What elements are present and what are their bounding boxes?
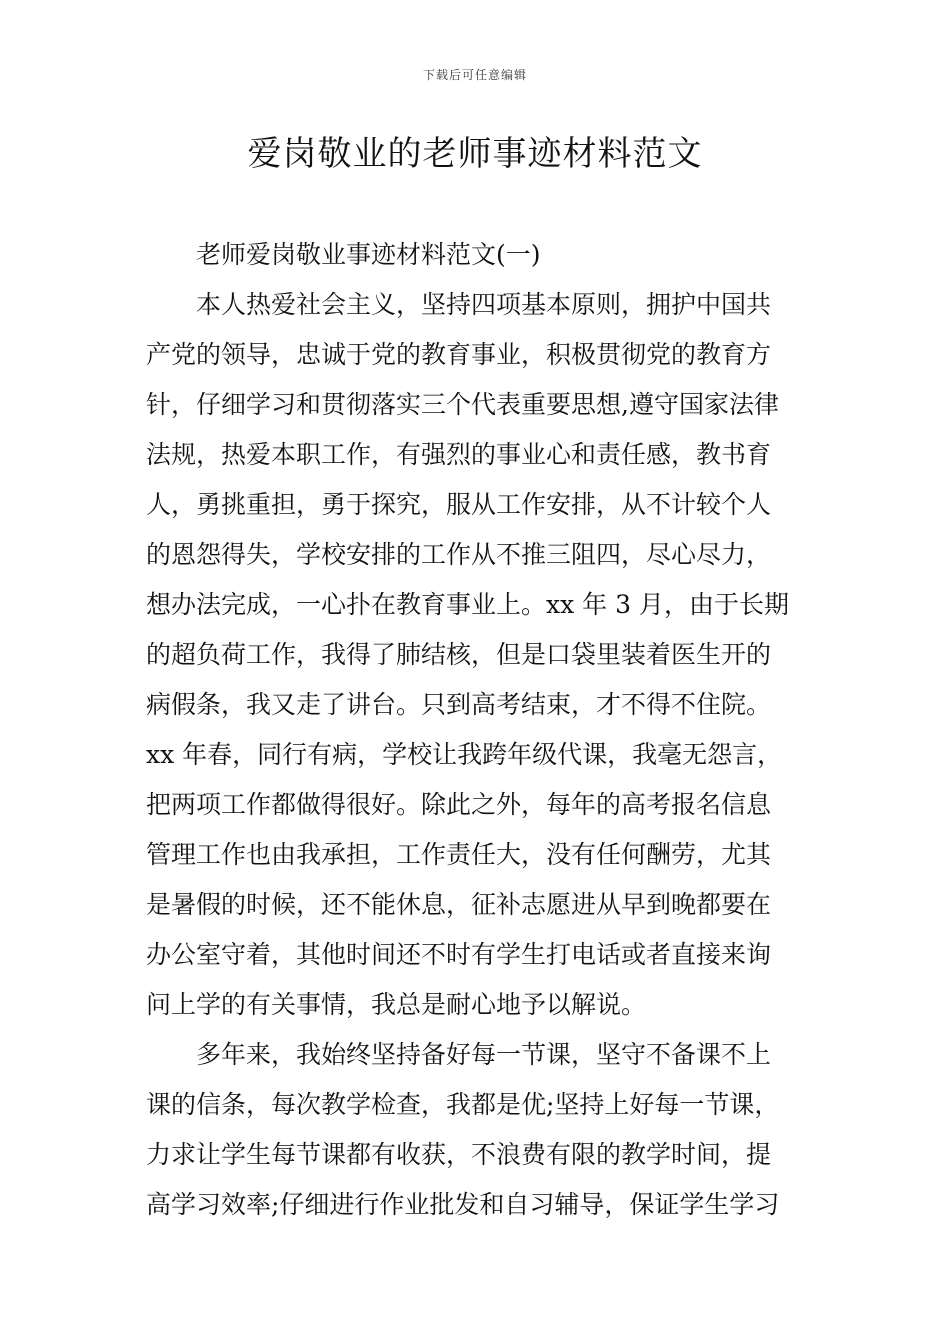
- text-line: 是暑假的时候，还不能休息，征补志愿进从早到晚都要在: [146, 890, 772, 919]
- paragraph-2: [146, 1030, 808, 1230]
- text-line: 针，仔细学习和贯彻落实三个代表重要思想,遵守国家法律: [146, 390, 779, 419]
- text-line: 人，勇挑重担，勇于探究，服从工作安排，从不计较个人: [146, 490, 772, 519]
- header-note: 下载后可任意编辑: [422, 68, 527, 82]
- text-line: 把两项工作都做得很好。除此之外，每年的高考报名信息: [146, 790, 772, 819]
- text-line: 力求让学生每节课都有收获，不浪费有限的教学时间，提: [146, 1140, 772, 1169]
- text-line: xx 年春，同行有病，学校让我跨年级代课，我毫无怨言，: [146, 740, 783, 769]
- document-title: 爱岗敬业的老师事迹材料范文: [247, 134, 703, 174]
- document-body: [146, 230, 808, 1230]
- text-line: 法规，热爱本职工作，有强烈的事业心和责任感，教书育: [146, 440, 772, 469]
- text-line: 管理工作也由我承担，工作责任大，没有任何酬劳，尤其: [146, 840, 772, 869]
- text-line: 课的信条，每次教学检查，我都是优;坚持上好每一节课，: [146, 1090, 780, 1119]
- text-line: 的恩怨得失，学校安排的工作从不推三阻四，尽心尽力，: [146, 540, 772, 569]
- text-line: 办公室守着，其他时间还不时有学生打电话或者直接来询: [146, 940, 772, 969]
- text-line: 多年来，我始终坚持备好每一节课，坚守不备课不上: [196, 1040, 772, 1069]
- text-line: 产党的领导，忠诚于党的教育事业，积极贯彻党的教育方: [146, 340, 772, 369]
- paragraph-1: [146, 280, 808, 1030]
- text-line: 本人热爱社会主义，坚持四项基本原则，拥护中国共: [196, 290, 772, 319]
- text-line: 问上学的有关事情，我总是耐心地予以解说。: [146, 990, 647, 1019]
- text-line: 病假条，我又走了讲台。只到高考结束，才不得不住院。: [146, 690, 772, 719]
- text-line: 高学习效率;仔细进行作业批发和自习辅导，保证学生学习: [146, 1190, 780, 1219]
- section-heading: 老师爱岗敬业事迹材料范文(一): [196, 240, 541, 269]
- text-line: 的超负荷工作，我得了肺结核，但是口袋里装着医生开的: [146, 640, 772, 669]
- text-line: 想办法完成，一心扑在教育事业上。xx 年 3 月，由于长期: [146, 590, 789, 619]
